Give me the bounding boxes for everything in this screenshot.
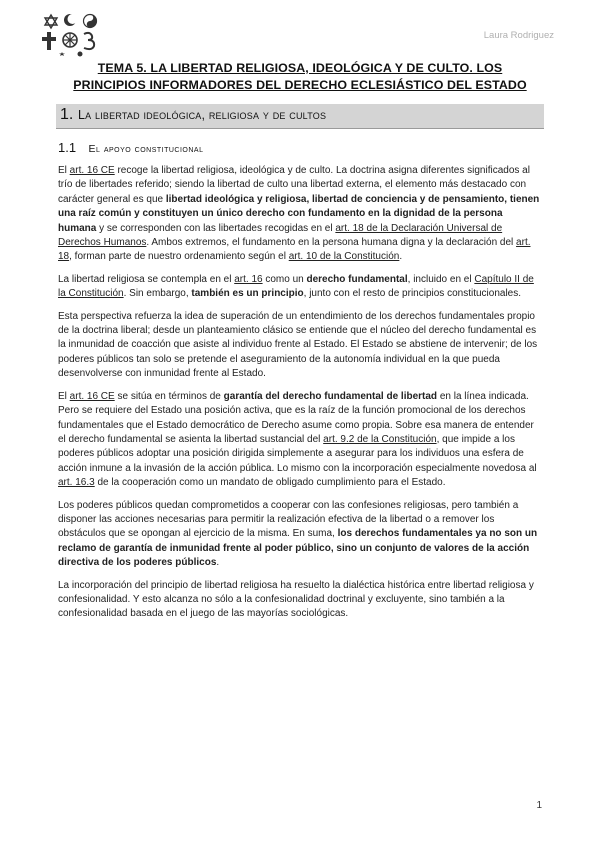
text: Los poderes públicos quedan comprometidos a cooperar con las confesiones religiosas, pero también a disponer las acciones necesarias para permitir la realización efectiva de la libertad o a remover los obstáculos que se opongan al ejercicio de la misma. En suma, xyxy=(58,499,519,540)
law-reference: art. 16 CE xyxy=(69,390,115,402)
paragraph xyxy=(58,164,542,265)
text: se sitúa en términos de xyxy=(114,390,224,402)
religious-symbols-logo xyxy=(40,12,102,58)
text: , junto con el resto de principios constitucionales. xyxy=(303,288,521,300)
subsection-title: El apoyo constitucional xyxy=(88,143,204,155)
text: . Ambos extremos, el fundamento en la persona humana digna y la declaración del xyxy=(146,237,517,249)
page-number: 1 xyxy=(536,800,542,811)
law-reference: art. 16.3 xyxy=(58,477,95,489)
text: recoge la libertad religiosa, ideológica y de culto. La doctrina asigna diferentes significados al trío de libertades referido; siendo la libertad de culto una libertad externa, el elemento más destacado con carácter general es que xyxy=(58,165,530,205)
text: . Sin embargo, xyxy=(123,288,192,300)
text: El xyxy=(58,390,70,402)
law-reference: art. 18 de la Declaración Universal de Derechos Humanos xyxy=(58,222,503,249)
law-reference: art. 9.2 de la Constitución xyxy=(323,433,437,445)
text: La libertad religiosa se contempla en el xyxy=(58,273,235,285)
emphasis: también es un principio xyxy=(191,288,304,300)
emphasis: los derechos fundamentales ya no son un reclamo de garantía de inmunidad frente al poder público, sino un conjunto de valores de la acción directiva de los poderes públicos xyxy=(58,528,538,569)
subsection-heading xyxy=(58,139,204,157)
text: . xyxy=(216,557,220,569)
text: . xyxy=(399,251,403,263)
paragraph xyxy=(58,579,542,622)
text: Esta perspectiva refuerza la idea de superación de un entendimiento de los derechos fundamentales propio de la doctrina liberal; desde un planteamiento clásico se entiende que el núcleo del derecho fundamental es la inmunidad de coacción que asiste al individuo frente al Estado. El Estado se abstiene de intervenir; de los poderes públicos tan solo se pretende el aseguramiento de la autonomía individual en la que pueda desenvolverse con inmunidad frente al Estado. xyxy=(58,310,538,380)
paragraph xyxy=(58,499,542,571)
text: El xyxy=(58,165,70,176)
text: , que impide a los poderes públicos adoptar una posición dirigida simplemente a asegurar para los individuos una esfera de acción inmune a la invasión de la acción pública. Lo mismo con la incorporación especialmente novedosa al xyxy=(58,433,537,474)
document-title xyxy=(40,60,560,94)
emphasis: derecho fundamental xyxy=(306,273,408,285)
section-number: 1. xyxy=(60,106,74,123)
law-reference: art. 18 xyxy=(58,237,531,263)
law-reference: art. 16 CE xyxy=(69,165,115,176)
subsection-number: 1.1 xyxy=(58,140,77,155)
law-reference: art. 16 xyxy=(234,273,263,285)
text: La incorporación del principio de libertad religiosa ha resuelto la dialéctica histórica entre libertad religiosa y confesionalidad. Y esto alcanza no sólo a la confesionalidad doctrinal y excluyente, sino también a la confesionalidad basada en el juego de las mayorías sociológicas. xyxy=(58,579,534,620)
emphasis: garantía del derecho fundamental de libertad xyxy=(223,390,438,402)
text: de la cooperación como un mandato de obligado cumplimiento para el Estado. xyxy=(94,477,446,489)
title-line-2: PRINCIPIOS INFORMADORES DEL DERECHO ECLESIÁSTICO DEL ESTADO xyxy=(73,78,527,92)
law-reference: art. 10 de la Constitución xyxy=(288,251,400,263)
section-heading xyxy=(56,104,544,129)
section-title: La libertad ideológica, religiosa y de cultos xyxy=(78,108,327,122)
text: , incluido en el xyxy=(407,273,475,285)
text: y se corresponden con las libertades recogidas en el xyxy=(96,222,336,234)
text: como un xyxy=(262,273,307,285)
author-name: Laura Rodriguez xyxy=(483,30,554,41)
text: en la línea indicada. Pero se requiere del Estado una posición activa, que es la raíz de la función promocional de los derechos fundamentales que el Estado democrático de Derecho asume como propia. Sobre esa manera de entender el derecho fundamental se asienta la libertad sustancial del xyxy=(58,390,534,445)
title-line-1: TEMA 5. LA LIBERTAD RELIGIOSA, IDEOLÓGICA Y DE CULTO. LOS xyxy=(97,61,503,75)
law-reference: Capítulo II de la Constitución xyxy=(58,273,534,300)
paragraph xyxy=(58,310,542,382)
text: , forman parte de nuestro ordenamiento según el xyxy=(69,251,289,263)
emphasis: libertad ideológica y religiosa, libertad de conciencia y de pensamiento, tienen una raíz común y constituyen un único derecho con fundamento en la dignidad de la persona humana xyxy=(58,193,540,234)
document-body xyxy=(58,164,542,630)
paragraph xyxy=(58,273,542,302)
paragraph xyxy=(58,390,542,491)
